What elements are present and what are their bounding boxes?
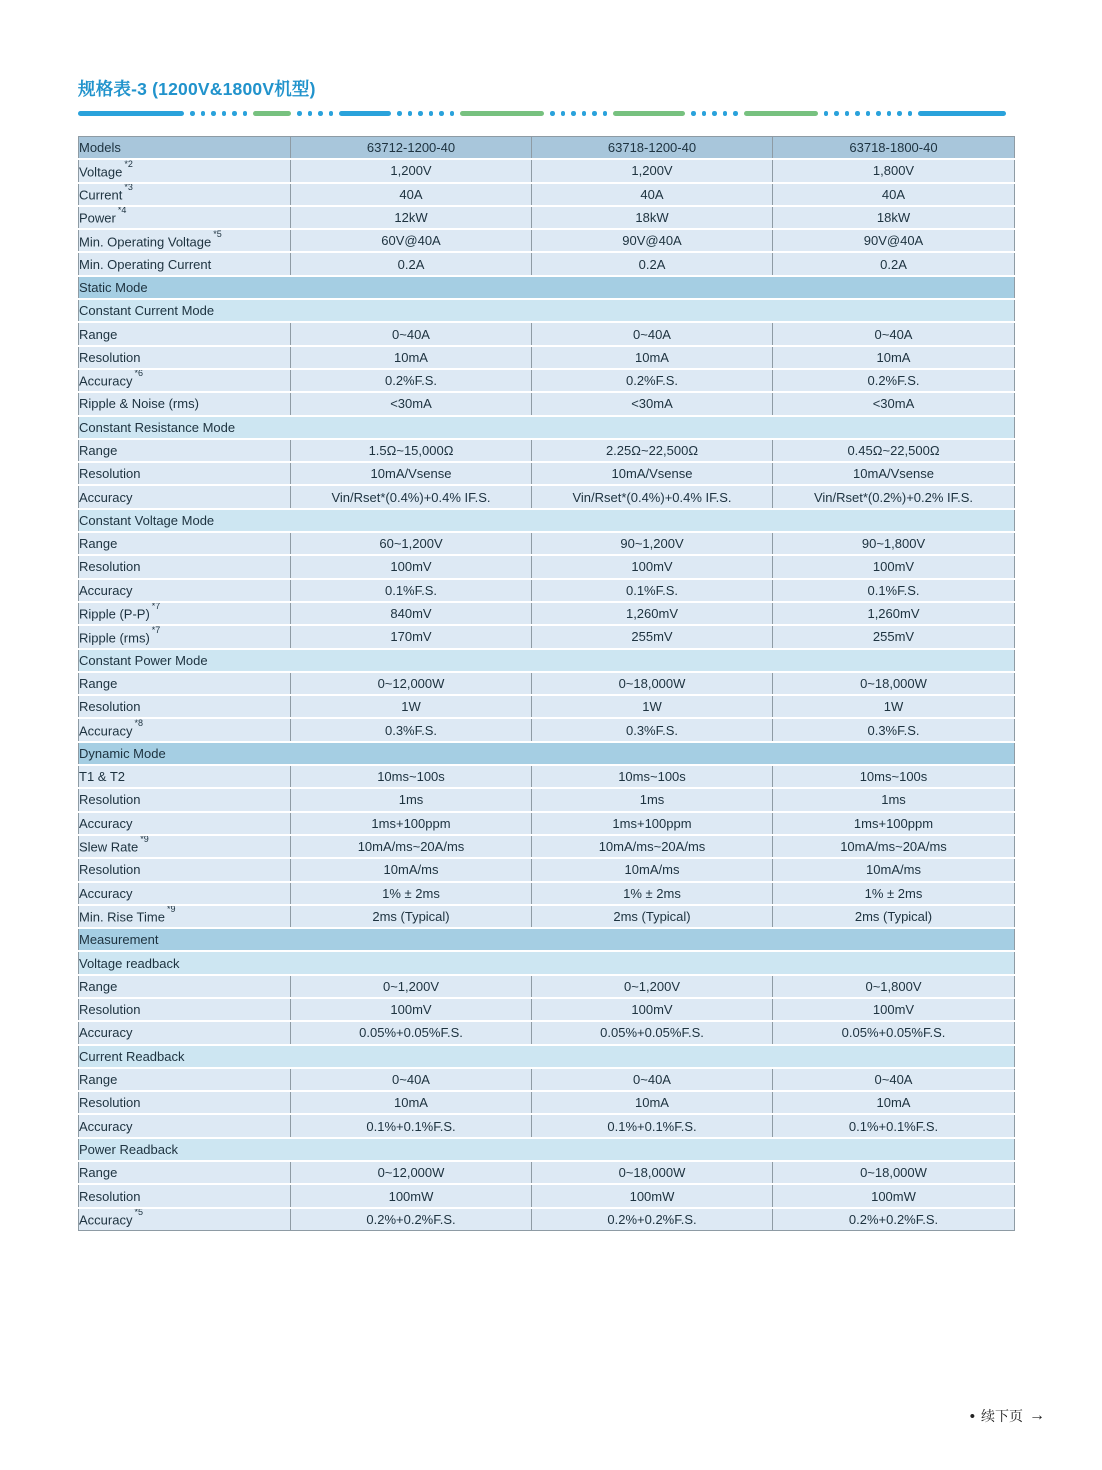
spec-value: 10ms~100s xyxy=(291,765,532,788)
spec-value: 0~18,000W xyxy=(532,1161,773,1184)
subsection-row xyxy=(79,951,1015,974)
divider-dot xyxy=(318,111,323,116)
spec-row xyxy=(79,975,1015,998)
divider-dot xyxy=(329,111,334,116)
spec-value: 10mA xyxy=(291,1091,532,1114)
section-row xyxy=(79,276,1015,299)
row-label: Resolution xyxy=(79,695,291,718)
group-title: Constant Current Mode xyxy=(79,299,1015,322)
spec-value: 100mV xyxy=(773,998,1015,1021)
group-title: Current Readback xyxy=(79,1045,1015,1068)
spec-value: 10mA xyxy=(773,1091,1015,1114)
spec-row xyxy=(79,439,1015,462)
spec-value: 10mA xyxy=(532,346,773,369)
row-label: Range xyxy=(79,532,291,555)
row-label: Range xyxy=(79,1068,291,1091)
spec-value: 40A xyxy=(291,183,532,206)
spec-value: 0~1,200V xyxy=(532,975,773,998)
row-label: Power$^{*4}$ xyxy=(79,206,291,229)
spec-value: 100mW xyxy=(773,1184,1015,1207)
row-label: Range xyxy=(79,672,291,695)
divider-dot xyxy=(712,111,717,116)
spec-value: 0.3%F.S. xyxy=(532,718,773,741)
spec-value: 60V@40A xyxy=(291,229,532,252)
divider-dot xyxy=(418,111,423,116)
divider-dot xyxy=(211,111,216,116)
divider-dot xyxy=(897,111,902,116)
spec-value: 0~18,000W xyxy=(532,672,773,695)
spec-value: 0.2A xyxy=(532,252,773,275)
divider-dot xyxy=(733,111,738,116)
row-label: Min. Operating Current xyxy=(79,252,291,275)
footnote-marker: *5 xyxy=(134,1207,143,1218)
footnote-marker: *2 xyxy=(124,159,133,169)
spec-row xyxy=(79,672,1015,695)
row-label: Resolution xyxy=(79,858,291,881)
divider-dot xyxy=(232,111,237,116)
spec-value: 10mA xyxy=(773,346,1015,369)
row-label: Accuracy xyxy=(79,882,291,905)
divider-dot xyxy=(603,111,608,116)
row-label: Ripple & Noise (rms) xyxy=(79,392,291,415)
subsection-row xyxy=(79,509,1015,532)
divider-dash xyxy=(613,111,685,117)
spec-value: 0~1,200V xyxy=(291,975,532,998)
row-label: Accuracy xyxy=(79,579,291,602)
spec-value: 0.05%+0.05%F.S. xyxy=(773,1021,1015,1044)
divider-dot xyxy=(834,111,839,116)
spec-value: 0~18,000W xyxy=(773,1161,1015,1184)
bullet-icon: • xyxy=(969,1407,975,1425)
divider-dot xyxy=(439,111,444,116)
spec-value: 90~1,200V xyxy=(532,532,773,555)
divider-dot xyxy=(561,111,566,116)
divider-dot xyxy=(887,111,892,116)
spec-row xyxy=(79,858,1015,881)
footnote-marker: *5 xyxy=(213,229,222,239)
spec-value: 1,200V xyxy=(291,159,532,182)
model-name: 63718-1200-40 xyxy=(532,137,773,160)
spec-value: Vin/Rset*(0.2%)+0.2% IF.S. xyxy=(773,485,1015,508)
spec-row xyxy=(79,229,1015,252)
row-label: Resolution xyxy=(79,788,291,811)
spec-value: 0.2%F.S. xyxy=(291,369,532,392)
spec-value: 10mA/Vsense xyxy=(291,462,532,485)
group-title: Voltage readback xyxy=(79,951,1015,974)
spec-value: 10mA xyxy=(532,1091,773,1114)
divider-dot xyxy=(408,111,413,116)
spec-value: <30mA xyxy=(291,392,532,415)
page-footer xyxy=(970,1406,1045,1426)
spec-value: 0.1%F.S. xyxy=(773,579,1015,602)
next-page-label: 续下页 xyxy=(981,1408,1023,1424)
spec-row xyxy=(79,252,1015,275)
divider-dot xyxy=(190,111,195,116)
footnote-marker: *7 xyxy=(151,601,161,612)
spec-table-body xyxy=(79,137,1015,1231)
row-label: Min. Rise Time$^{*9}$ xyxy=(79,905,291,928)
spec-row xyxy=(79,1091,1015,1114)
row-label: Resolution xyxy=(79,555,291,578)
group-title: Dynamic Mode xyxy=(79,742,1015,765)
spec-value: 2.25Ω~22,500Ω xyxy=(532,439,773,462)
spec-value: 255mV xyxy=(773,625,1015,648)
page-content xyxy=(78,76,1014,1231)
row-label: Accuracy xyxy=(79,812,291,835)
spec-value: 0~40A xyxy=(773,1068,1015,1091)
spec-value: 10mA/ms~20A/ms xyxy=(773,835,1015,858)
spec-value: 0~40A xyxy=(291,1068,532,1091)
group-title: Measurement xyxy=(79,928,1015,951)
spec-row xyxy=(79,392,1015,415)
section-row xyxy=(79,742,1015,765)
footnote-marker: *3 xyxy=(124,182,133,193)
spec-value: 10ms~100s xyxy=(773,765,1015,788)
row-label: Range xyxy=(79,975,291,998)
spec-value: 0~12,000W xyxy=(291,1161,532,1184)
spec-row xyxy=(79,905,1015,928)
row-label: Current$^{*3}$ xyxy=(79,183,291,206)
spec-value: 1ms+100ppm xyxy=(291,812,532,835)
spec-value: 0.45Ω~22,500Ω xyxy=(773,439,1015,462)
divider-dash xyxy=(339,111,391,117)
spec-value: 0.2%F.S. xyxy=(532,369,773,392)
divider-dot xyxy=(571,111,576,116)
row-label: Resolution xyxy=(79,346,291,369)
spec-value: 1W xyxy=(291,695,532,718)
spec-value: 1W xyxy=(532,695,773,718)
spec-row xyxy=(79,462,1015,485)
spec-value: 1ms xyxy=(532,788,773,811)
spec-value: 100mV xyxy=(291,998,532,1021)
spec-row xyxy=(79,812,1015,835)
spec-value: 1% ± 2ms xyxy=(291,882,532,905)
spec-value: 0.2A xyxy=(291,252,532,275)
spec-value: 2ms (Typical) xyxy=(532,905,773,928)
spec-value: 18kW xyxy=(773,206,1015,229)
spec-value: 12kW xyxy=(291,206,532,229)
spec-value: 0.3%F.S. xyxy=(291,718,532,741)
spec-value: 0.1%F.S. xyxy=(291,579,532,602)
spec-value: 0~1,800V xyxy=(773,975,1015,998)
spec-row xyxy=(79,998,1015,1021)
spec-row xyxy=(79,206,1015,229)
divider-dot xyxy=(450,111,455,116)
spec-row xyxy=(79,765,1015,788)
divider-dash xyxy=(460,111,544,117)
spec-row xyxy=(79,695,1015,718)
spec-value: 0~40A xyxy=(532,322,773,345)
spec-row xyxy=(79,835,1015,858)
row-label: Accuracy$^{*6}$ xyxy=(79,369,291,392)
next-page-arrow-icon: → xyxy=(1029,1407,1045,1424)
group-title: Constant Power Mode xyxy=(79,649,1015,672)
spec-value: 0.05%+0.05%F.S. xyxy=(532,1021,773,1044)
spec-value: 1ms+100ppm xyxy=(532,812,773,835)
spec-value: 0~18,000W xyxy=(773,672,1015,695)
spec-value: 1W xyxy=(773,695,1015,718)
spec-value: 10mA/ms xyxy=(532,858,773,881)
spec-row xyxy=(79,1021,1015,1044)
spec-value: 1,800V xyxy=(773,159,1015,182)
spec-value: 18kW xyxy=(532,206,773,229)
spec-value: 100mW xyxy=(532,1184,773,1207)
spec-value: 0.05%+0.05%F.S. xyxy=(291,1021,532,1044)
spec-value: Vin/Rset*(0.4%)+0.4% IF.S. xyxy=(291,485,532,508)
divider-dash xyxy=(78,111,184,117)
model-name: 63712-1200-40 xyxy=(291,137,532,160)
divider-dot xyxy=(429,111,434,116)
row-label: Accuracy$^{*8}$ xyxy=(79,718,291,741)
spec-value: 0.2%+0.2%F.S. xyxy=(532,1208,773,1231)
spec-value: 90~1,800V xyxy=(773,532,1015,555)
spec-value: 100mV xyxy=(532,998,773,1021)
spec-value: 1% ± 2ms xyxy=(773,882,1015,905)
spec-value: 1ms+100ppm xyxy=(773,812,1015,835)
divider-dot xyxy=(582,111,587,116)
row-label: Range xyxy=(79,439,291,462)
spec-value: 10mA/ms~20A/ms xyxy=(291,835,532,858)
spec-row xyxy=(79,322,1015,345)
spec-value: 90V@40A xyxy=(532,229,773,252)
divider-dot xyxy=(908,111,913,116)
spec-value: 0.1%F.S. xyxy=(532,579,773,602)
spec-value: 1,200V xyxy=(532,159,773,182)
subsection-row xyxy=(79,299,1015,322)
row-label: Range xyxy=(79,1161,291,1184)
spec-value: 60~1,200V xyxy=(291,532,532,555)
footnote-marker: *8 xyxy=(134,718,143,728)
spec-value: 255mV xyxy=(532,625,773,648)
spec-value: 0~40A xyxy=(291,322,532,345)
spec-value: 0~40A xyxy=(773,322,1015,345)
footnote-marker: *9 xyxy=(166,904,176,915)
row-label: Slew Rate$^{*9}$ xyxy=(79,835,291,858)
divider-dot xyxy=(845,111,850,116)
spec-value: 1,260mV xyxy=(532,602,773,625)
row-label: Models xyxy=(79,137,291,160)
subsection-row xyxy=(79,1138,1015,1161)
footnote-marker: *6 xyxy=(134,368,143,379)
spec-row xyxy=(79,1208,1015,1231)
row-label: Range xyxy=(79,322,291,345)
row-label: Ripple (P-P)$^{*7}$ xyxy=(79,602,291,625)
spec-row xyxy=(79,1068,1015,1091)
model-name: 63718-1800-40 xyxy=(773,137,1015,160)
divider-dot xyxy=(550,111,555,116)
spec-value: 90V@40A xyxy=(773,229,1015,252)
spec-value: 0.2%+0.2%F.S. xyxy=(773,1208,1015,1231)
spec-value: 10mA/Vsense xyxy=(532,462,773,485)
row-label: Resolution xyxy=(79,998,291,1021)
spec-row xyxy=(79,1114,1015,1137)
divider-dot xyxy=(308,111,313,116)
spec-value: 0.1%+0.1%F.S. xyxy=(773,1114,1015,1137)
spec-value: 10mA/Vsense xyxy=(773,462,1015,485)
spec-value: 100mW xyxy=(291,1184,532,1207)
row-label: Voltage$^{*2}$ xyxy=(79,159,291,182)
divider-dot xyxy=(855,111,860,116)
subsection-row xyxy=(79,1045,1015,1068)
row-label: Resolution xyxy=(79,462,291,485)
spec-value: 0~12,000W xyxy=(291,672,532,695)
footnote-marker: *9 xyxy=(140,834,149,845)
row-label: Accuracy xyxy=(79,485,291,508)
spec-value: <30mA xyxy=(773,392,1015,415)
spec-value: 10ms~100s xyxy=(532,765,773,788)
spec-row xyxy=(79,882,1015,905)
spec-value: 10mA/ms xyxy=(773,858,1015,881)
divider-dash xyxy=(253,111,291,117)
spec-value: 840mV xyxy=(291,602,532,625)
spec-row xyxy=(79,579,1015,602)
divider-dot xyxy=(243,111,248,116)
spec-row xyxy=(79,159,1015,182)
page-title: 规格表-3 (1200V&1800V机型) xyxy=(78,79,316,99)
spec-header-row xyxy=(79,137,1015,160)
row-label: Min. Operating Voltage$^{*5}$ xyxy=(79,229,291,252)
group-title: Constant Voltage Mode xyxy=(79,509,1015,532)
spec-row xyxy=(79,485,1015,508)
footnote-marker: *7 xyxy=(151,625,161,635)
spec-row xyxy=(79,625,1015,648)
spec-value: 100mV xyxy=(773,555,1015,578)
spec-value: 100mV xyxy=(291,555,532,578)
row-label: T1 & T2 xyxy=(79,765,291,788)
divider-dot xyxy=(866,111,871,116)
group-title: Constant Resistance Mode xyxy=(79,416,1015,439)
divider-dot xyxy=(397,111,402,116)
spec-row xyxy=(79,346,1015,369)
divider-dot xyxy=(592,111,597,116)
spec-value: 10mA/ms xyxy=(291,858,532,881)
footnote-marker: *4 xyxy=(117,205,127,216)
spec-value: 0.1%+0.1%F.S. xyxy=(291,1114,532,1137)
spec-value: 0.2A xyxy=(773,252,1015,275)
spec-value: 10mA xyxy=(291,346,532,369)
spec-row xyxy=(79,788,1015,811)
spec-row xyxy=(79,1184,1015,1207)
divider-dot xyxy=(702,111,707,116)
divider-dot xyxy=(824,111,829,116)
row-label: Resolution xyxy=(79,1184,291,1207)
group-title: Static Mode xyxy=(79,276,1015,299)
row-label: Resolution xyxy=(79,1091,291,1114)
spec-value: 0.3%F.S. xyxy=(773,718,1015,741)
spec-value: 2ms (Typical) xyxy=(773,905,1015,928)
divider-dot xyxy=(691,111,696,116)
spec-value: 1ms xyxy=(773,788,1015,811)
spec-value: Vin/Rset*(0.4%)+0.4% IF.S. xyxy=(532,485,773,508)
spec-row xyxy=(79,1161,1015,1184)
spec-value: 170mV xyxy=(291,625,532,648)
spec-value: 100mV xyxy=(532,555,773,578)
spec-value: 2ms (Typical) xyxy=(291,905,532,928)
divider-dot xyxy=(297,111,302,116)
divider-dot xyxy=(723,111,728,116)
divider-dot xyxy=(201,111,206,116)
row-label: Accuracy xyxy=(79,1114,291,1137)
spec-value: 1,260mV xyxy=(773,602,1015,625)
divider-dash xyxy=(918,111,1006,117)
spec-row xyxy=(79,183,1015,206)
spec-value: 0.2%F.S. xyxy=(773,369,1015,392)
spec-value: 0~40A xyxy=(532,1068,773,1091)
spec-value: 1% ± 2ms xyxy=(532,882,773,905)
title-divider xyxy=(78,110,1014,117)
row-label: Accuracy xyxy=(79,1021,291,1044)
divider-dash xyxy=(744,111,818,117)
divider-dot xyxy=(876,111,881,116)
spec-value: 40A xyxy=(773,183,1015,206)
spec-row xyxy=(79,718,1015,741)
subsection-row xyxy=(79,416,1015,439)
spec-row xyxy=(79,369,1015,392)
spec-table xyxy=(78,136,1015,1231)
spec-row xyxy=(79,602,1015,625)
section-row xyxy=(79,928,1015,951)
spec-row xyxy=(79,532,1015,555)
divider-dot xyxy=(222,111,227,116)
spec-value: <30mA xyxy=(532,392,773,415)
spec-value: 10mA/ms~20A/ms xyxy=(532,835,773,858)
group-title: Power Readback xyxy=(79,1138,1015,1161)
spec-value: 0.2%+0.2%F.S. xyxy=(291,1208,532,1231)
spec-value: 40A xyxy=(532,183,773,206)
spec-value: 0.1%+0.1%F.S. xyxy=(532,1114,773,1137)
row-label: Ripple (rms)$^{*7}$ xyxy=(79,625,291,648)
row-label: Accuracy$^{*5}$ xyxy=(79,1208,291,1231)
spec-value: 1ms xyxy=(291,788,532,811)
spec-row xyxy=(79,555,1015,578)
spec-value: 1.5Ω~15,000Ω xyxy=(291,439,532,462)
subsection-row xyxy=(79,649,1015,672)
